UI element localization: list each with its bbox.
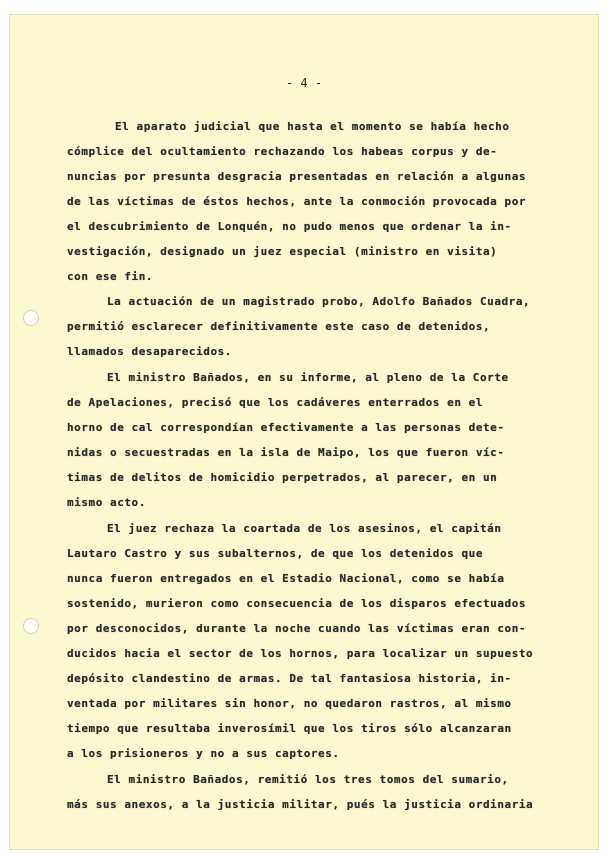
text-line: El ministro Bañados, en su informe, al pleno de la Corte (107, 371, 509, 384)
text-line: llamados desaparecidos. (67, 345, 232, 358)
text-line: mismo acto. (67, 496, 146, 509)
text-line: el descubrimiento de Lonquén, no pudo menos que ordenar la in- (67, 220, 512, 233)
text-line: con ese fin. (67, 270, 154, 283)
punch-hole-bottom (23, 618, 39, 634)
text-line: de Apelaciones, precisó que los cadáveres enterrados en el (67, 396, 484, 409)
text-line: El aparato judicial que hasta el momento se había hecho (115, 120, 510, 133)
text-line: a los prisioneros y no a sus captores. (67, 747, 340, 760)
text-line: permitió esclarecer definitivamente este caso de detenidos, (67, 320, 491, 333)
text-line: timas de delitos de homicidio perpetrados, al parecer, en un (67, 471, 498, 484)
text-line: Lautaro Castro y sus subalternos, de que los detenidos que (67, 547, 484, 560)
text-line: horno de cal correspondían efectivamente a las personas dete- (67, 421, 505, 434)
text-line: nunca fueron entregados en el Estadio Nacional, como se había (67, 572, 505, 585)
page-number: - 4 - (285, 76, 323, 90)
document-page (9, 14, 599, 850)
text-line: El juez rechaza la coartada de los asesinos, el capitán (107, 522, 502, 535)
punch-hole-top (23, 310, 39, 326)
text-line: El ministro Bañados, remitió los tres tomos del sumario, (107, 773, 509, 786)
text-line: ducidos hacia el sector de los hornos, para localizar un supuesto (67, 647, 534, 660)
text-line: depósito clandestino de armas. De tal fantasiosa historia, in- (67, 672, 512, 685)
text-line: tiempo que resultaba inverosímil que los tiros sólo alcanzaran (67, 722, 512, 735)
text-line: más sus anexos, a la justicia militar, pués la justicia ordinaria (67, 798, 534, 811)
text-line: cómplice del ocultamiento rechazando los habeas corpus y de- (67, 145, 498, 158)
text-line: nidas o secuestradas en la isla de Maipo, los que fueron víc- (67, 446, 505, 459)
text-line: vestigación, designado un juez especial (ministro en visita) (67, 245, 498, 258)
text-line: de las víctimas de éstos hechos, ante la conmoción provocada por (67, 195, 527, 208)
text-line: La actuación de un magistrado probo, Adolfo Bañados Cuadra, (107, 295, 531, 308)
text-line: nuncias por presunta desgracia presentadas en relación a algunas (67, 170, 527, 183)
text-line: por desconocidos, durante la noche cuando las víctimas eran con- (67, 622, 527, 635)
text-line: sostenido, murieron como consecuencia de los disparos efectuados (67, 597, 527, 610)
text-line: ventada por militares sin honor, no quedaron rastros, al mismo (67, 697, 512, 710)
